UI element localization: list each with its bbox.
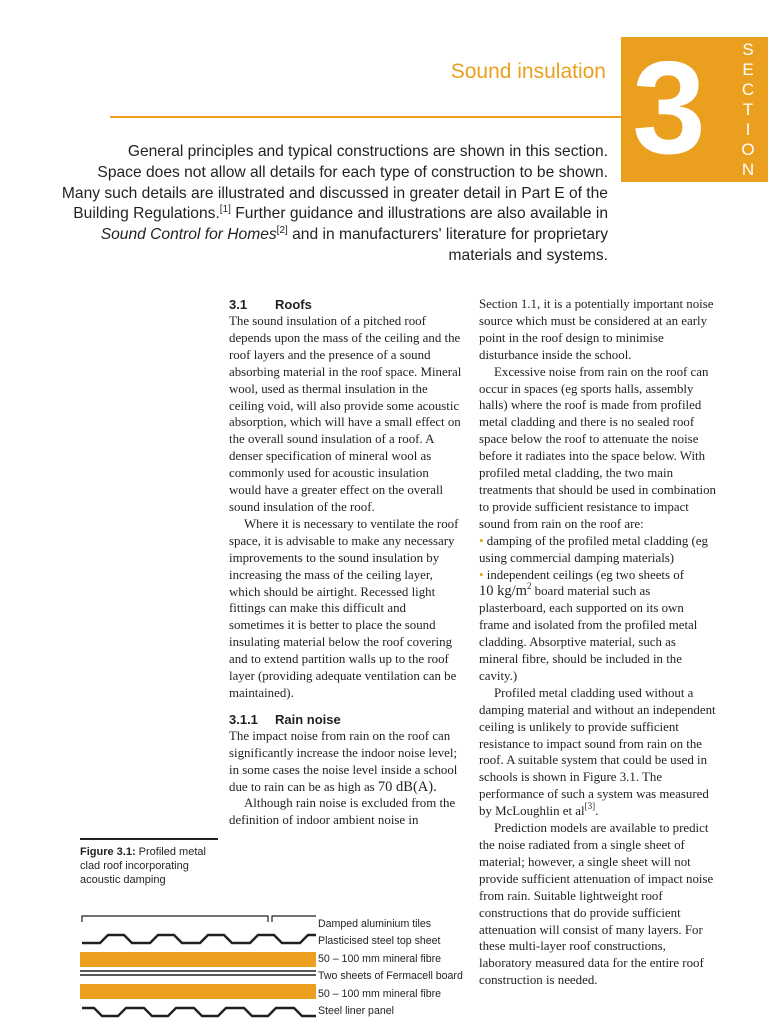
mineral-fibre-layer-lower <box>80 984 316 999</box>
paragraph-text: Profiled metal cladding used without a damping material and without an independent ceiling is unlikely to provide sufficient resistance to impact sound from rain on the roof. A suitable system that could be used in schools is shown in Figure 3.1. The performance of such a system was measured by McLoughlin et al <box>479 685 716 819</box>
figure-caption <box>80 838 218 887</box>
paragraph: Prediction models are available to predict the noise radiated from a single sheet of material; however, a single sheet will not provide sufficient attenuation of impact noise from rain. Suitable lightweight roof constructions that do provide sufficient attenuation will consist of many layers. For these multi-layer roof constructions, laboratory measured data for the entire roof construction is needed. <box>479 821 714 988</box>
intro-book-title: Sound Control for Homes <box>100 226 277 244</box>
bullet-item <box>479 567 716 685</box>
heading-title: Roofs <box>275 297 312 312</box>
mass-value: 10 kg/m <box>479 583 527 600</box>
bullet-text: board material such as plasterboard, each supported on its own frame and isolated from the profiled metal cladding. Absorptive material, such as mineral fibre, should be included in the cavity.) <box>479 584 698 683</box>
bullet-icon: • <box>479 533 484 548</box>
bullet-icon: • <box>479 567 484 582</box>
heading-number: 3.1.1 <box>229 711 258 727</box>
figure-caption-label: Figure 3.1: <box>80 846 136 858</box>
layer-label: 50 – 100 mm mineral fibre <box>318 952 442 965</box>
paragraph-text: The impact noise from rain on the roof can significantly increase the indoor noise level; in some cases the noise level inside a school due to rain can be as high as <box>229 728 458 794</box>
figure-caption-text: Profiled metal clad roof incorporating acoustic damping <box>80 846 206 886</box>
title-rule <box>110 116 621 118</box>
intro-line: Many such details are illustrated and discussed in greater detail in Part E of the <box>61 184 608 202</box>
bullet-text: independent ceilings (eg two sheets of <box>486 567 684 582</box>
layer-label: Two sheets of Fermacell board <box>318 970 463 983</box>
section-letter: C <box>741 80 755 99</box>
layer-label: Steel liner panel <box>318 1005 394 1018</box>
section-label <box>736 40 760 180</box>
bullet-item <box>479 533 716 567</box>
heading-number: 3.1 <box>229 297 248 312</box>
paragraph: Section 1.1, it is a potentially important noise source which must be considered at an early point in the roof design to minimise disturbance inside the school. <box>479 297 714 362</box>
aluminium-tiles-layer <box>82 916 316 922</box>
paragraph <box>229 728 464 796</box>
intro-line: Space does not allow all details for each type of construction to be shown. <box>97 163 608 181</box>
paragraph: The sound insulation of a pitched roof depends upon the mass of the ceiling and the roof layers and the presence of a sound absorbing material in the roof space. Mineral wool, used as thermal insulation in the ceiling void, will also provide some acoustic absorption, which will have a small effect on the overall sound insulation of a roof. A denser specification of mineral wool as commonly used for acoustic insulation would have a greater effect on the overall sound insulation of the roof. <box>229 314 462 514</box>
heading-rain-noise <box>229 711 464 728</box>
section-letter: T <box>742 100 754 119</box>
noise-level-value: 70 dB(A). <box>377 778 437 795</box>
intro-line: Further guidance and illustrations are also available in <box>230 205 608 223</box>
paragraph <box>479 685 716 820</box>
paragraph-text: . <box>595 804 599 819</box>
section-number: 3 <box>632 34 706 181</box>
text-column-middle <box>229 296 464 829</box>
section-letter: S <box>742 40 754 59</box>
section-letter: I <box>745 120 751 139</box>
superscript: 2 <box>526 581 532 592</box>
layer-label: 50 – 100 mm mineral fibre <box>318 987 442 1000</box>
intro-line: materials and systems. <box>448 246 608 264</box>
bullet-text: damping of the profiled metal cladding (eg using commercial damping materials) <box>479 533 708 565</box>
intro-paragraph <box>60 142 608 267</box>
heading-title: Rain noise <box>275 711 341 727</box>
paragraph: Where it is necessary to ventilate the roof space, it is advisable to make any necessary improvements to the sound insulation by increasing the mass of the ceiling layer, which should be airtight. Recessed light fittings can make this difficult and sometimes it is better to place the sound insulating material below the roof covering and to extend partition walls up to the roof layer (providing adequate ventilation can be maintained). <box>229 516 459 700</box>
paragraph: Excessive noise from rain on the roof can occur in spaces (eg sports halls, assembly halls) where the roof is made from profiled metal cladding and there is no sealed roof space below the roof to attenuate the noise before it radiates into the space below. With profiled metal cladding, the two main treatments that should be used in combination to provide sufficient resistance to impact sound from rain on the roof are: <box>479 364 716 531</box>
page-title: Sound insulation <box>450 60 606 83</box>
section-letter: E <box>742 60 754 79</box>
steel-liner-panel-layer <box>82 1008 316 1016</box>
section-letter: N <box>741 160 755 179</box>
text-column-right <box>479 296 716 989</box>
mineral-fibre-layer-upper <box>80 952 316 967</box>
layer-label: Plasticised steel top sheet <box>318 935 441 948</box>
steel-top-sheet-layer <box>82 935 316 943</box>
intro-line: General principles and typical constructions are shown in this section. <box>127 143 608 160</box>
reference-marker: [3] <box>584 801 596 812</box>
layer-label: Damped aluminium tiles <box>318 918 432 930</box>
heading-roofs <box>229 296 464 313</box>
intro-line: Building Regulations. <box>73 205 220 223</box>
section-letter: O <box>741 140 755 159</box>
reference-marker: [1] <box>219 204 231 216</box>
intro-line: and in manufacturers' literature for proprietary <box>287 226 608 244</box>
reference-marker: [2] <box>276 225 288 237</box>
paragraph: Although rain noise is excluded from the definition of indoor ambient noise in <box>229 796 456 828</box>
figure-layer-labels <box>318 916 488 1020</box>
